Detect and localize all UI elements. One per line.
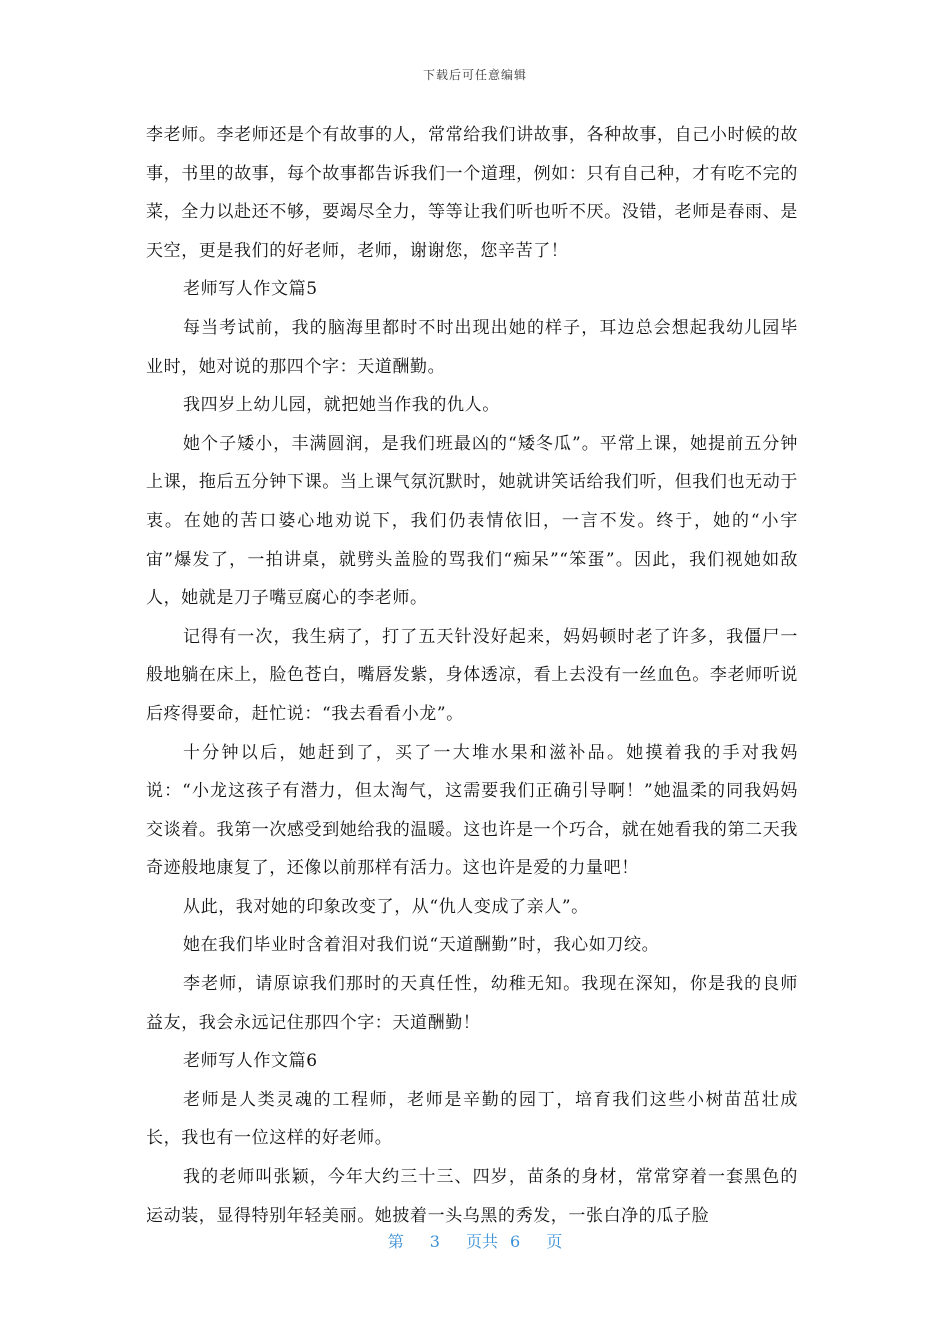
paragraph: 李老师，请原谅我们那时的天真任性，幼稚无知。我现在深知，你是我的良师益友，我会永远记住那四个字：天道酬勤！	[146, 974, 798, 1033]
paragraph: 记得有一次，我生病了，打了五天针没好起来，妈妈顿时老了许多，我僵尸一般地躺在床上，脸色苍白，嘴唇发紫，身体透凉，看上去没有一丝血色。李老师听说后疼得要命，赶忙说：“我去看看小龙”。	[146, 626, 798, 724]
section-heading: 老师写人作文篇6	[183, 1051, 318, 1072]
page-footer	[0, 1229, 950, 1252]
footer-total-pages: 6	[510, 1232, 521, 1251]
page-header: 下载后可任意编辑	[422, 68, 527, 82]
footer-suffix: 页	[546, 1232, 563, 1251]
paragraph: 老师是人类灵魂的工程师，老师是辛勤的园丁，培育我们这些小树苗茁壮成长，我也有一位这样的好老师。	[146, 1089, 798, 1149]
section-heading: 老师写人作文篇5	[183, 279, 318, 300]
article-body	[146, 116, 798, 1235]
paragraph: 每当考试前，我的脑海里都时不时出现出她的样子，耳边总会想起我幼儿园毕业时，她对说的那四个字：天道酬勤。	[146, 317, 798, 377]
paragraph: 李老师。李老师还是个有故事的人，常常给我们讲故事，各种故事，自己小时候的故事，书里的故事，每个故事都告诉我们一个道理，例如：只有自己种，才有吃不完的菜，全力以赴还不够，要竭尽全力，等等让我们听也听不厌。没错，老师是春雨、是天空，更是我们的好老师，老师，谢谢您，您辛苦了！	[146, 125, 798, 261]
paragraph: 我的老师叫张颖，今年大约三十三、四岁，苗条的身材，常常穿着一套黑色的运动装，显得特别年轻美丽。她披着一头乌黑的秀发，一张白净的瓜子脸	[146, 1167, 798, 1226]
paragraph: 她个子矮小，丰满圆润，是我们班最凶的“矮冬瓜”。平常上课，她提前五分钟上课，拖后五分钟下课。当上课气氛沉默时，她就讲笑话给我们听，但我们也无动于衷。在她的苦口婆心地劝说下，我们仍表情依旧，一言不发。终于，她的“小宇宙”爆发了，一拍讲桌，就劈头盖脸的骂我们“痴呆”“笨蛋”。因此，我们视她如敌人，她就是刀子嘴豆腐心的李老师。	[146, 433, 798, 609]
paragraph: 十分钟以后，她赶到了，买了一大堆水果和滋补品。她摸着我的手对我妈说：“小龙这孩子有潜力，但太淘气，这需要我们正确引导啊！”她温柔的同我妈妈交谈着。我第一次感受到她给我的温暖。这也许是一个巧合，就在她看我的第二天我奇迹般地康复了，还像以前那样有活力。这也许是爱的力量吧！	[146, 742, 798, 879]
paragraph: 从此，我对她的印象改变了，从“仇人变成了亲人”。	[183, 896, 589, 917]
paragraph: 我四岁上幼儿园，就把她当作我的仇人。	[183, 395, 500, 416]
footer-prefix: 第	[387, 1232, 404, 1251]
footer-middle: 页共	[465, 1232, 498, 1251]
footer-current-page: 3	[429, 1232, 440, 1251]
paragraph: 她在我们毕业时含着泪对我们说“天道酬勤”时，我心如刀绞。	[183, 935, 660, 956]
